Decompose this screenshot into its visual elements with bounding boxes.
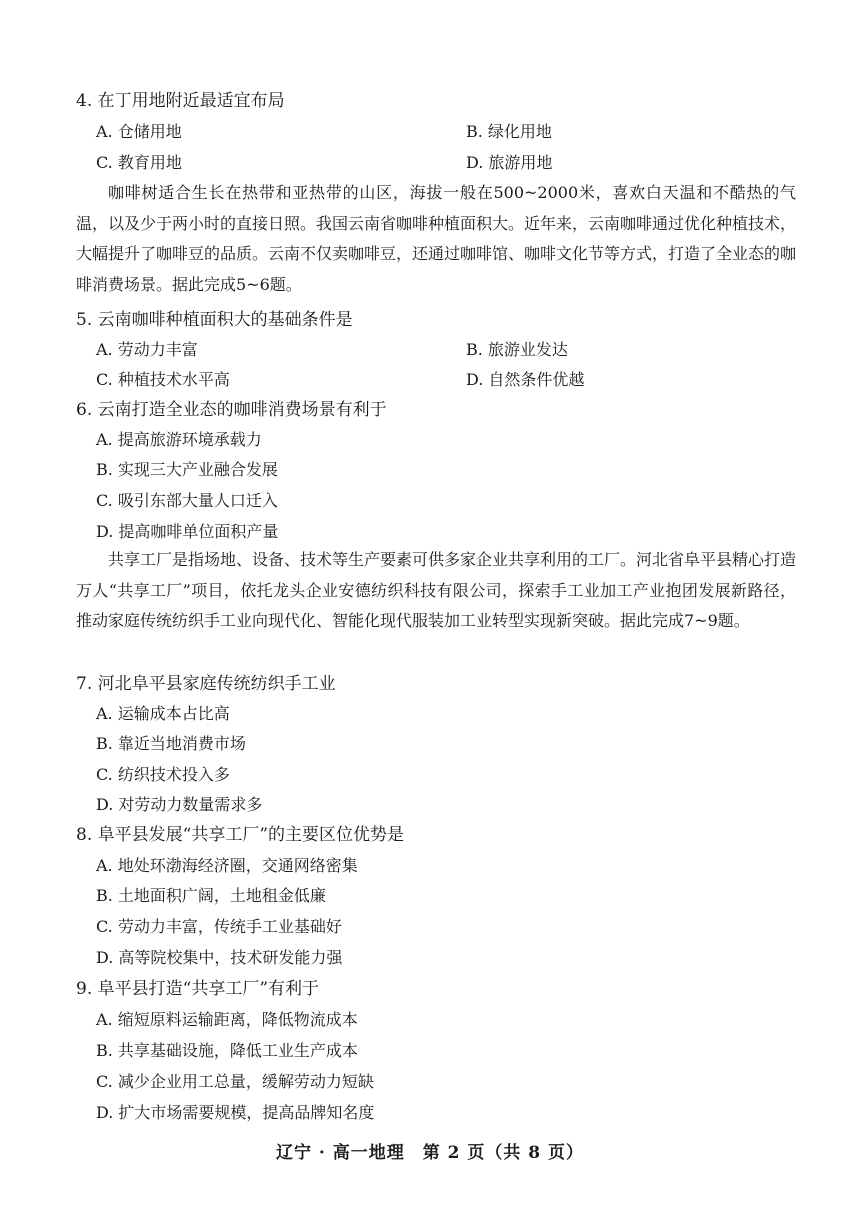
question-5-option-d: D. 自然条件优越: [466, 370, 585, 389]
question-4-option-c: C. 教育用地: [96, 153, 182, 172]
question-8-option-d: D. 高等院校集中，技术研发能力强: [96, 948, 343, 967]
question-6-option-b: B. 实现三大产业融合发展: [96, 460, 278, 479]
question-9-option-c: C. 减少企业用工总量，缓解劳动力短缺: [96, 1072, 374, 1091]
passage-coffee: 咖啡树适合生长在热带和亚热带的山区，海拔一般在500~2000米，喜欢白天温和不酷热的气温，以及少于两小时的直接日照。我国云南省咖啡种植面积大。近年来，云南咖啡通过优化种植技术，大幅提升了咖啡豆的品质。云南不仅卖咖啡豆，还通过咖啡馆、咖啡文化节等方式，打造了全业态的咖啡消费场景。据此完成5~6题。: [76, 183, 797, 294]
question-5-stem: 5. 云南咖啡种植面积大的基础条件是: [76, 310, 353, 330]
question-7-option-b: B. 靠近当地消费市场: [96, 734, 246, 753]
question-8-option-b: B. 土地面积广阔，土地租金低廉: [96, 886, 326, 905]
question-9-option-b: B. 共享基础设施，降低工业生产成本: [96, 1041, 358, 1060]
question-6-option-d: D. 提高咖啡单位面积产量: [96, 522, 279, 541]
question-7-option-c: C. 纺织技术投入多: [96, 765, 230, 784]
question-6-option-c: C. 吸引东部大量人口迁入: [96, 491, 278, 510]
question-5-option-b: B. 旅游业发达: [466, 340, 568, 359]
question-8-option-c: C. 劳动力丰富，传统手工业基础好: [96, 917, 342, 936]
question-4-option-b: B. 绿化用地: [466, 122, 552, 141]
question-9-option-d: D. 扩大市场需要规模，提高品牌知名度: [96, 1103, 375, 1122]
question-6-stem: 6. 云南打造全业态的咖啡消费场景有利于: [76, 400, 387, 420]
question-5-option-c: C. 种植技术水平高: [96, 370, 230, 389]
question-7-stem: 7. 河北阜平县家庭传统纺织手工业: [76, 674, 336, 694]
question-5-option-a: A. 劳动力丰富: [96, 340, 198, 359]
question-9-option-a: A. 缩短原料运输距离，降低物流成本: [96, 1010, 358, 1029]
question-4-option-a: A. 仓储用地: [96, 122, 182, 141]
question-4-option-d: D. 旅游用地: [466, 153, 553, 172]
question-8-option-a: A. 地处环渤海经济圈，交通网络密集: [96, 856, 358, 875]
question-7-option-a: A. 运输成本占比高: [96, 704, 230, 723]
question-8-stem: 8. 阜平县发展“共享工厂”的主要区位优势是: [76, 825, 405, 845]
page-footer: 辽宁 · 高一地理 第 2 页（共 8 页）: [275, 1143, 585, 1163]
question-7-option-d: D. 对劳动力数量需求多: [96, 795, 263, 814]
question-4-stem: 4. 在丁用地附近最适宜布局: [76, 91, 285, 111]
question-9-stem: 9. 阜平县打造“共享工厂”有利于: [76, 979, 320, 999]
question-6-option-a: A. 提高旅游环境承载力: [96, 430, 262, 449]
passage-shared-factory: 共享工厂是指场地、设备、技术等生产要素可供多家企业共享利用的工厂。河北省阜平县精心打造万人“共享工厂”项目，依托龙头企业安德纺织科技有限公司，探索手工业加工产业抱团发展新路径，推动家庭传统纺织手工业向现代化、智能化现代服装加工业转型实现新突破。据此完成7~9题。: [76, 550, 797, 630]
